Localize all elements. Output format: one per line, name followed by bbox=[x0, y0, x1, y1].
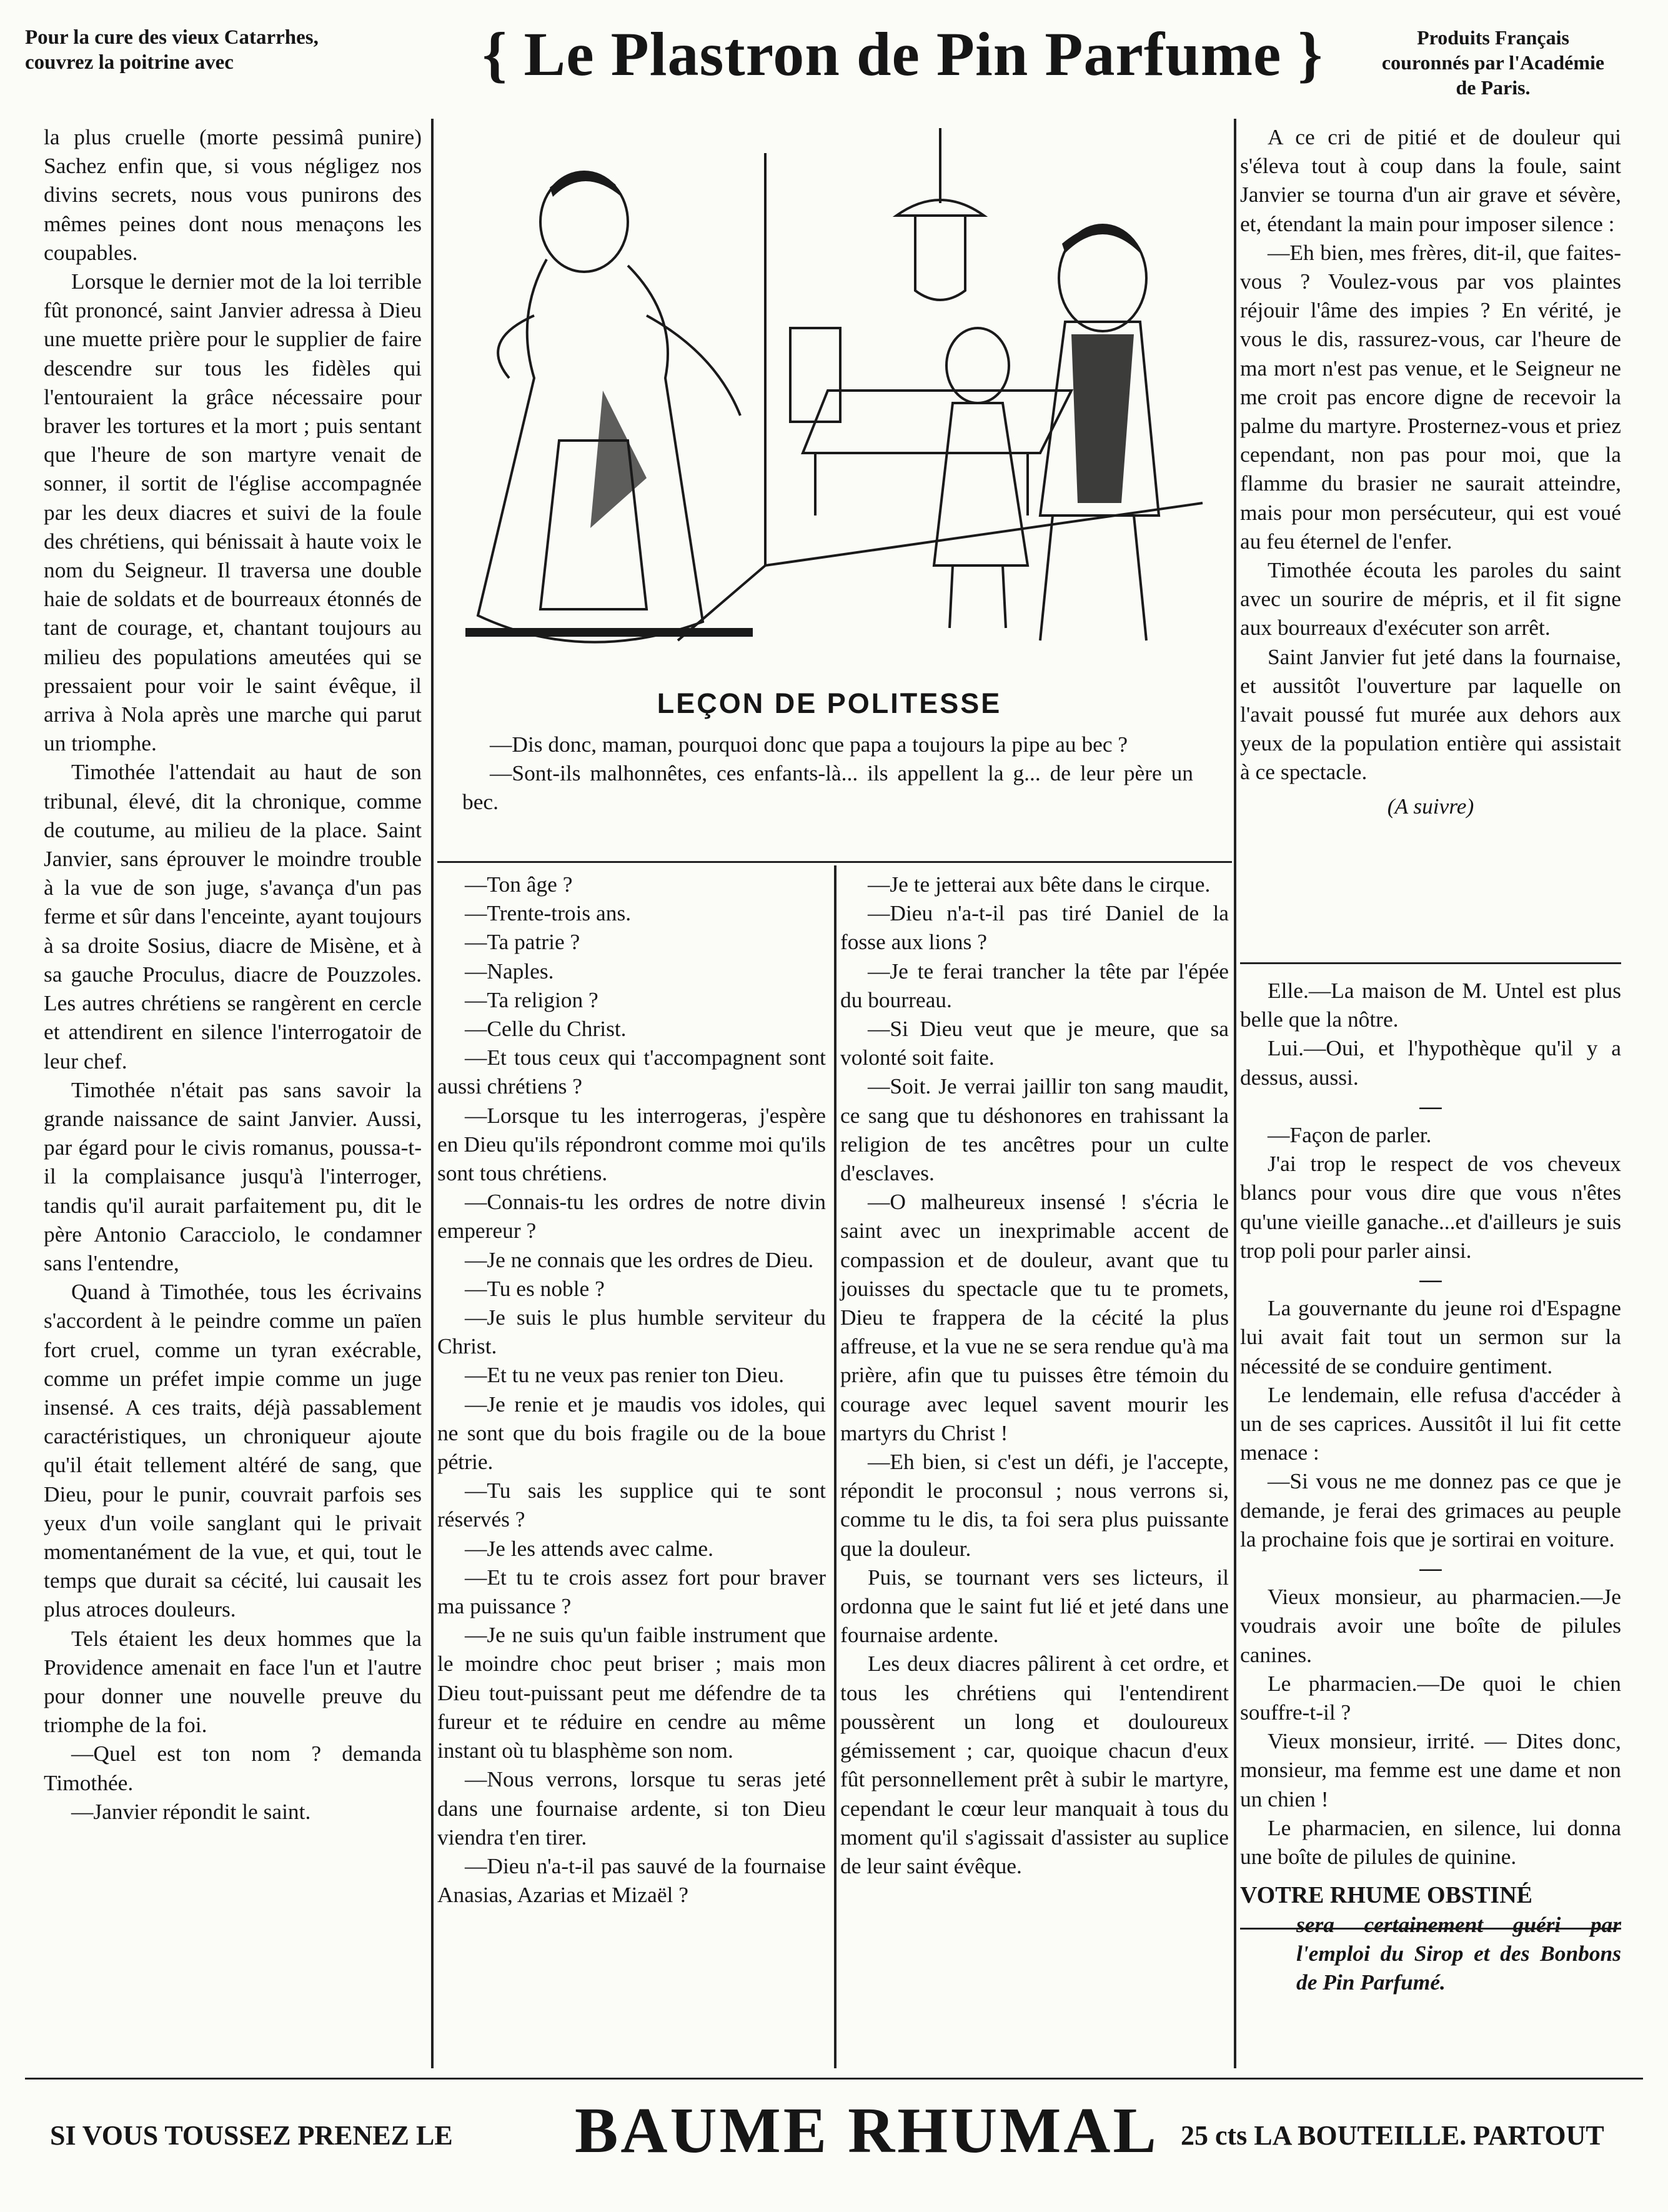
paragraph: Saint Janvier fut jeté dans la fournaise, et aussitôt l'ouverture par laquelle on l'avait poussé fut murée aux dehors aux yeux de la population entière qui assistait à ce spectacle. bbox=[1240, 644, 1621, 785]
footer-ad-prefix: SI VOUS TOUSSEZ PRENEZ LE bbox=[50, 2120, 453, 2151]
column-rule-3 bbox=[1234, 119, 1236, 2068]
dialogue-line: —Je ne connais que les ordres de Dieu. bbox=[465, 1247, 814, 1272]
dialogue-line: —Et tu ne veux pas renier ton Dieu. bbox=[465, 1362, 785, 1388]
illustration-caption bbox=[462, 730, 1193, 817]
joke-line: Vieux monsieur, irrité. — Dites donc, monsieur, ma femme est une dame et non un chien ! bbox=[1240, 1728, 1621, 1811]
dialogue-line: —Connais-tu les ordres de notre divin empereur ? bbox=[437, 1189, 826, 1243]
paragraph: —Eh bien, mes frères, dit-il, que faites-vous ? Voulez-vous par vos plaintes réjouir l'âme des impies ? En vérité, je vous le dis, rassurez-vous, car l'heure de ma mort n'est pas venue, et le Seigneur ne me croit pas encore digne de recevoir la palme du martyre. Prosternez-vous et priez cependant, non pas pour moi, que la flamme du brasier ne saurait atteindre, mais pour mon persécuteur, qui est voué au feu éternel de l'enfer. bbox=[1240, 239, 1621, 554]
paragraph: Quand à Timothée, tous les écrivains s'accordent à le peindre comme un païen fort cruel, comme un tyran exécrable, comme un préfet impie comme un juge insensé. A ces traits, déjà passablement caractéristiques, un chroniqueur ajoute qu'il était tellement altéré de sang, que Dieu, pour le punir, couvrait parfois ses yeux d'un voile sanglant qui le privait momentanément de la vue, et qui, tout le temps que durait sa cécité, lui causait les plus atroces douleurs. bbox=[44, 1279, 422, 1622]
separator-dash: — bbox=[1419, 1555, 1442, 1581]
dialogue-line: —Tu sais les supplice qui te sont réservés ? bbox=[437, 1478, 826, 1532]
ad-box-title: VOTRE RHUME OBSTINÉ bbox=[1240, 1882, 1532, 1909]
footer-rule bbox=[25, 2078, 1643, 2080]
column-4-jokes bbox=[1240, 976, 1621, 1996]
paragraph: A ce cri de pitié et de douleur qui s'éleva tout à coup dans la foule, saint Janvier se tourna d'un air grave et sévère, et, étendant la main pour imposer silence : bbox=[1240, 124, 1621, 236]
newspaper-title: { Le Plastron de Pin Parfume } bbox=[482, 19, 1323, 89]
dialogue-line: —Je te jetterai aux bête dans le cirque. bbox=[868, 872, 1211, 897]
paragraph: Les deux diacres pâlirent à cet ordre, et tous les chrétiens qui l'entendirent poussèrent un long et douloureux gémissement ; car, quoique chacun d'eux fût personnellement prêt à subir le martyre, cependant le cœur leur manquait à tous du moment qu'il s'agissait d'assister au suplice de leur saint évêque. bbox=[840, 1651, 1229, 1878]
column-1 bbox=[44, 122, 422, 1826]
column-4 bbox=[1240, 122, 1621, 820]
ad-box-body: sera certainement guéri par l'emploi du Sirop et des Bonbons de Pin Parfumé. bbox=[1296, 1911, 1621, 1995]
dialogue-line: —Ta religion ? bbox=[465, 987, 598, 1012]
dialogue-line: —Eh bien, si c'est un défi, je l'accepte, répondit le proconsul ; nous verrons si, comme tu le dis, ta foi sera plus puissante que la douleur. bbox=[840, 1449, 1229, 1561]
illustration-caption-title: LEÇON DE POLITESSE bbox=[657, 687, 1002, 719]
column-3 bbox=[840, 870, 1229, 1880]
dialogue-line: —Celle du Christ. bbox=[465, 1016, 627, 1042]
joke-line: La gouvernante du jeune roi d'Espagne lui avait fait tout un sermon sur la nécessité de se conduire gentiment. bbox=[1240, 1295, 1621, 1378]
paragraph: —Janvier répondit le saint. bbox=[71, 1798, 311, 1824]
dialogue-line: —Et tu te crois assez fort pour braver ma puissance ? bbox=[437, 1564, 826, 1619]
joke-line: Le pharmacien.—De quoi le chien souffre-t-il ? bbox=[1240, 1670, 1621, 1725]
paragraph: —Quel est ton nom ? demanda Timothée. bbox=[44, 1741, 422, 1795]
joke-line: Lui.—Oui, et l'hypothèque qu'il y a dessus, aussi. bbox=[1240, 1035, 1621, 1090]
column-2 bbox=[437, 870, 826, 1909]
paragraph: Timothée n'était pas sans savoir la grande naissance de saint Janvier. Aussi, par égard pour le civis romanus, poussa-t-il la complaisance jusqu'à l'interroger, tandis qu'il aurait parfaitement pu, dit le père Antonio Caracciolo, le condamner sans l'entendre, bbox=[44, 1077, 422, 1275]
footer-advertisement bbox=[37, 2093, 1631, 2168]
illustration-bottom-rule bbox=[437, 861, 1232, 863]
header-right-line2: couronnés par l'Académie bbox=[1381, 51, 1605, 74]
paragraph: Timothée écouta les paroles du saint avec un sourire de mépris, et il fit signe aux bourreaux d'exécuter son arrêt. bbox=[1240, 557, 1621, 640]
dialogue-line: —Lorsque tu les interrogeras, j'espère en Dieu qu'ils répondront comme moi qu'ils sont tous chrétiens. bbox=[437, 1102, 826, 1186]
dialogue-line: —Trente-trois ans. bbox=[465, 900, 632, 926]
joke-line: Le pharmacien, en silence, lui donna une boîte de pilules de quinine. bbox=[1240, 1815, 1621, 1870]
dialogue-line: —Soit. Je verrai jaillir ton sang maudit, ce sang que tu déshonores en trahissant la religion de tes ancêtres pour un culte d'esclaves. bbox=[840, 1074, 1229, 1186]
header-left-line1: Pour la cure des vieux Catarrhes, bbox=[25, 26, 319, 49]
dialogue-line: —Je suis le plus humble serviteur du Christ. bbox=[437, 1305, 826, 1359]
footer-ad-brand: BAUME RHUMAL bbox=[575, 2095, 1159, 2166]
header-right-ad bbox=[1337, 25, 1649, 100]
footer-ad-suffix: 25 cts LA BOUTEILLE. PARTOUT bbox=[1181, 2120, 1604, 2151]
header-right-line3: de Paris. bbox=[1456, 76, 1531, 99]
joke-line: —Si vous ne me donnez pas ce que je demande, je ferai des grimaces au peuple la prochaine fois que je sortirai en voiture. bbox=[1240, 1468, 1621, 1552]
paragraph: Timothée l'attendait au haut de son tribunal, élevé, dit la chronique, comme de coutume, au milieu de la place. Saint Janvier, sans éprouver le moindre trouble à la vue de son juge, s'avança d'un pas ferme et sûr dans l'enceinte, ayant toujours à sa droite Sosius, diacre de Misène, et à sa gauche Proculus, diacre de Pouzzoles. Les autres chrétiens se rangèrent en cercle et attendirent en silence l'interrogatoir de leur chef. bbox=[44, 759, 422, 1074]
dialogue-line: —Nous verrons, lorsque tu seras jeté dans une fournaise ardente, si ton Dieu viendra t'en tirer. bbox=[437, 1766, 826, 1850]
header-left-line2: couvrez la poitrine avec bbox=[25, 51, 234, 74]
joke-line: —Façon de parler. bbox=[1268, 1122, 1432, 1148]
dialogue-line: —Je renie et je maudis vos idoles, qui ne sont que du bois fragile ou de la boue pétrie. bbox=[437, 1391, 826, 1475]
header-right-line1: Produits Français bbox=[1417, 26, 1569, 49]
dialogue-line: —Et tous ceux qui t'accompagnent sont aussi chrétiens ? bbox=[437, 1045, 826, 1099]
dialogue-line: —Naples. bbox=[465, 958, 554, 984]
dialogue-line: —O malheureux insensé ! s'écria le saint avec un inexprimable accent de compassion et de douleur, avant que tu jouisses du spectacle que tu te promets, Dieu te frappera de la cécité la plus affreuse, et la vue ne se sera rendue qu'à ma prière, afin que tu puisses être témoin du courage avec lequel savent mourir les martyrs du Christ ! bbox=[840, 1189, 1229, 1445]
paragraph: Puis, se tournant vers ses licteurs, il ordonna que le saint fut lié et jeté dans une fournaise ardente. bbox=[840, 1564, 1229, 1648]
caption-line: —Dis donc, maman, pourquoi donc que papa a toujours la pipe au bec ? bbox=[490, 732, 1128, 757]
dialogue-line: —Ta patrie ? bbox=[465, 929, 580, 955]
dialogue-line: —Ton âge ? bbox=[465, 872, 573, 897]
joke-line: Vieux monsieur, au pharmacien.—Je voudrais avoir une boîte de pilules canines. bbox=[1240, 1584, 1621, 1667]
column4-separator-rule bbox=[1240, 962, 1621, 964]
separator-dash: — bbox=[1419, 1093, 1442, 1118]
column-rule-2 bbox=[834, 865, 836, 2068]
cartoon-illustration bbox=[440, 128, 1218, 665]
dialogue-line: —Je ne suis qu'un faible instrument que le moindre choc peut briser ; mais mon Dieu tout-puissant peut me défendre de ta fureur et te réduire en cendre au même instant où tu blasphème son nom. bbox=[437, 1622, 826, 1763]
joke-line: Elle.—La maison de M. Untel est plus belle que la nôtre. bbox=[1240, 978, 1621, 1032]
to-be-continued: (A suivre) bbox=[1387, 793, 1474, 819]
paragraph: Tels étaient les deux hommes que la Providence amenait en face l'un et l'autre pour donner une nouvelle preuve du triomphe de la foi. bbox=[44, 1625, 422, 1738]
dialogue-line: —Je les attends avec calme. bbox=[465, 1535, 713, 1561]
separator-dash: — bbox=[1419, 1267, 1442, 1292]
joke-line: Le lendemain, elle refusa d'accéder à un de ses caprices. Aussitôt il lui fit cette menace : bbox=[1240, 1382, 1621, 1465]
dialogue-line: —Dieu n'a-t-il pas tiré Daniel de la fosse aux lions ? bbox=[840, 900, 1229, 955]
dialogue-line: —Dieu n'a-t-il pas sauvé de la fournaise Anasias, Azarias et Mizaël ? bbox=[437, 1853, 826, 1908]
dialogue-line: —Tu es noble ? bbox=[465, 1275, 605, 1301]
dialogue-line: —Je te ferai trancher la tête par l'épée du bourreau. bbox=[840, 958, 1229, 1012]
joke-line: J'ai trop le respect de vos cheveux blancs pour vous dire que vous n'êtes qu'une vieille ganache...et d'ailleurs je suis trop poli pour parler ainsi. bbox=[1240, 1151, 1621, 1263]
caption-line: —Sont-ils malhonnêtes, ces enfants-là... ils appellent la g... de leur père un bec. bbox=[462, 760, 1193, 815]
paragraph: la plus cruelle (morte pessimâ punire) Sachez enfin que, si vous négligez nos divins secrets, nous vous punirons des mêmes peines dont nous menaçons les coupables. bbox=[44, 124, 422, 265]
column-rule-1 bbox=[431, 119, 434, 2068]
header-left-ad bbox=[25, 25, 462, 75]
dialogue-line: —Si Dieu veut que je meure, que sa volonté soit faite. bbox=[840, 1016, 1229, 1070]
paragraph: Lorsque le dernier mot de la loi terrible fût prononcé, saint Janvier adressa à Dieu une muette prière pour le supplier de faire descendre sur tous les fidèles qui l'entouraient la grâce nécessaire pour braver les tortures et la mort ; puis sentant que l'heure de son martyre venait de sonner, il sortit de l'église accompagnée par les deux diacres et suivi de la foule des chrétiens, qui bénissait à haute voix le nom du Seigneur. Il traversa une double haie de soldats et de bourreaux étonnés de tant de courage, et, chantant toujours au milieu des populations ameutées qui se pressaient pour voir le saint évêque, il arriva à Nola après une marche qui parut un triomphe. bbox=[44, 269, 422, 756]
